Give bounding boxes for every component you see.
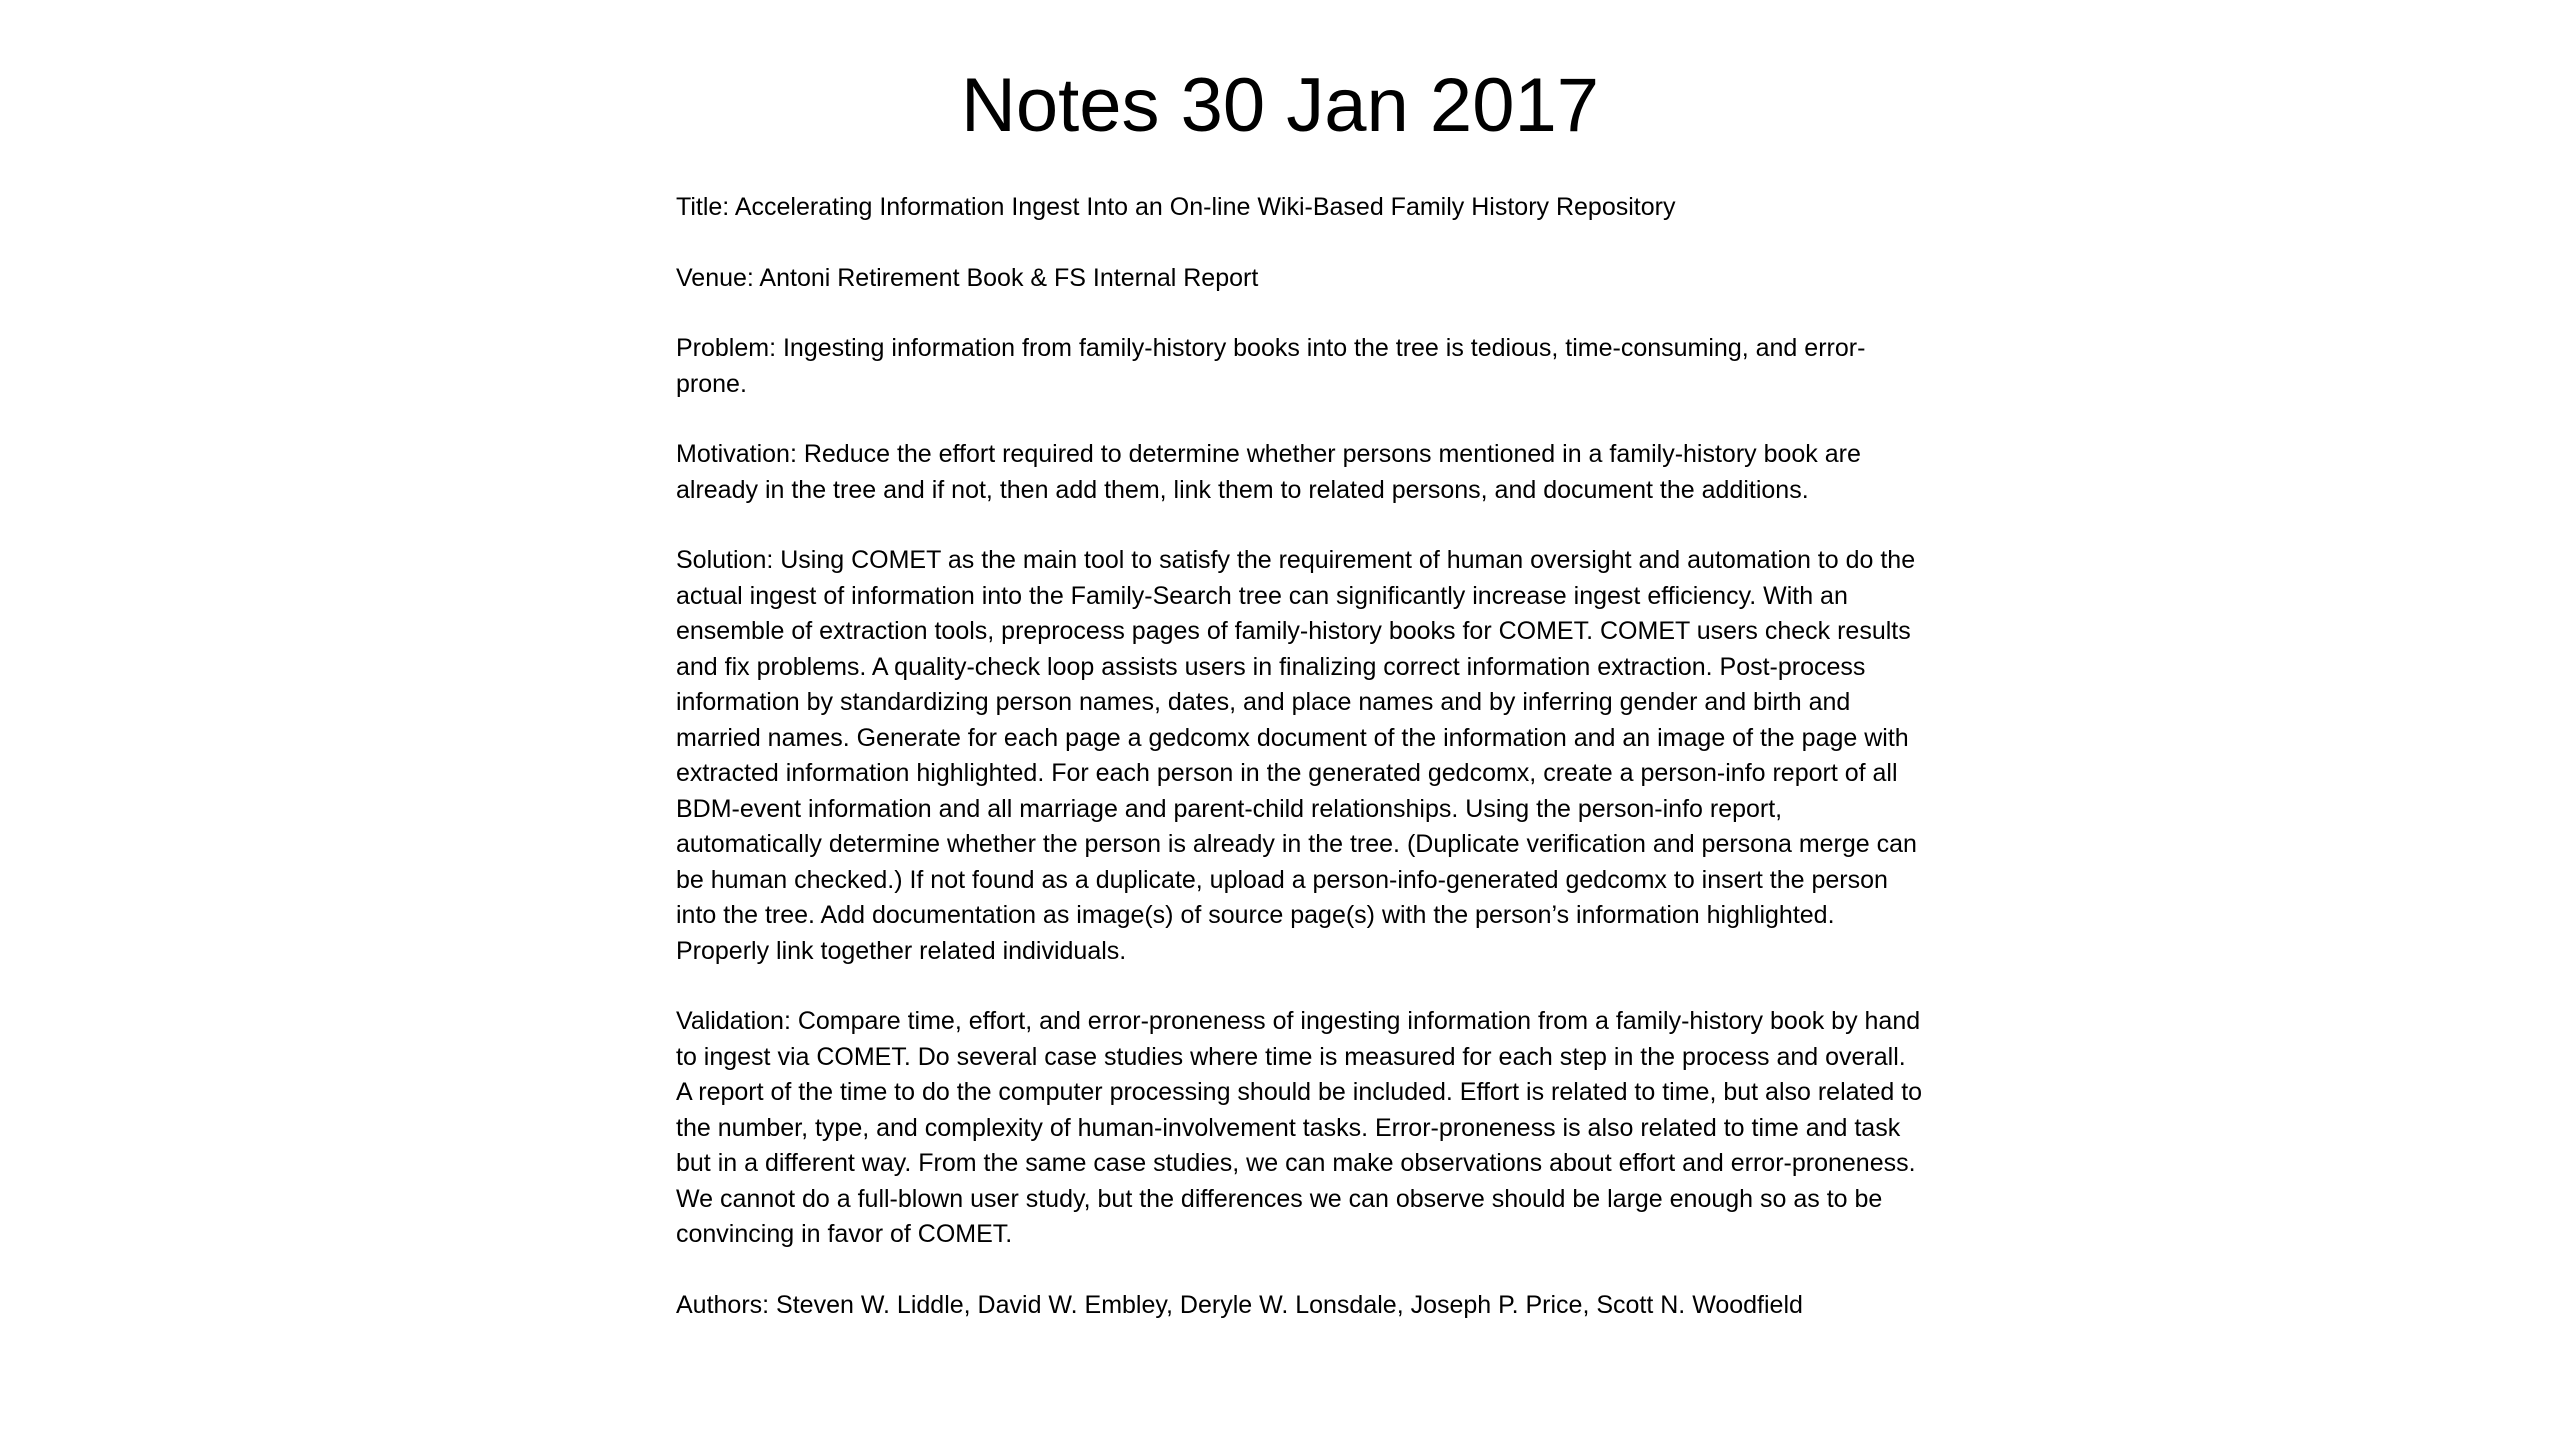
paragraph-validation: Validation: Compare time, effort, and error-proneness of ingesting information from a family-history book by hand to ingest via COMET. Do several case studies where time is measured for each step in the process and overall. A report of the time to do the computer processing should be included. Effort is related to time, but also related to the number, type, and complexity of human-involvement tasks. Error-proneness is also related to time and task but in a different way. From the same case studies, we can make observations about effort and error-proneness. We cannot do a full-blown user study, but the differences we can observe should be large enough so as to be convincing in favor of COMET. <box>676 1007 1923 1248</box>
paragraph-venue: Venue: Antoni Retirement Book & FS Internal Report <box>676 263 1259 292</box>
paragraph-problem: Problem: Ingesting information from family-history books into the tree is tedious, time-consuming, and error-prone. <box>676 334 1866 398</box>
paragraph-title: Title: Accelerating Information Ingest Into an On-line Wiki-Based Family History Repository <box>676 193 1676 221</box>
slide-body <box>676 190 1926 1358</box>
paragraph-solution: Solution: Using COMET as the main tool to satisfy the requirement of human oversight and automation to do the actual ingest of information into the Family-Search tree can significantly increase ingest efficiency. With an ensemble of extraction tools, preprocess pages of family-history books for COMET. COMET users check results and fix problems. A quality-check loop assists users in finalizing correct information extraction. Post-process information by standardizing person names, dates, and place names and by inferring gender and birth and married names. Generate for each page a gedcomx document of the information and an image of the page with extracted information highlighted. For each person in the generated gedcomx, create a person-info report of all BDM-event information and all marriage and parent-child relationships. Using the person-info report, automatically determine whether the person is already in the tree. (Duplicate verification and persona merge can be human checked.) If not found as a duplicate, upload a person-info-generated gedcomx to insert the person into the tree. Add documentation as image(s) of source page(s) with the person’s information highlighted. Properly link together related individuals. <box>676 546 1917 965</box>
paragraph-authors: Authors: Steven W. Liddle, David W. Embley, Deryle W. Lonsdale, Joseph P. Price, Scott N. Woodfield <box>676 1290 1803 1319</box>
paragraph-motivation: Motivation: Reduce the effort required to determine whether persons mentioned in a family-history book are already in the tree and if not, then add them, link them to related persons, and document the additions. <box>676 440 1861 504</box>
slide-title: Notes 30 Jan 2017 <box>960 63 1600 148</box>
